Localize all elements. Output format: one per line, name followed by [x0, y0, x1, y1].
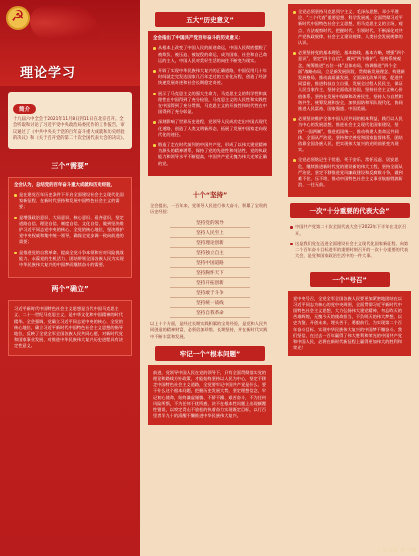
list-item: 是增强政治意识、大局意识、核心意识、看齐意识，坚定道路自信、理论自信、制度自信、文化自信，做到坚决维护习近平同志党中央的核心、全党的核心地位，坚决维护党中央权威和集中统一领导，确保全党步调一致向前进的需要；	[14, 215, 126, 246]
intro-text: 十九届六中全会于2021年11月8日到11日在北京召开。全会听取和讨论了习近平受中央政治局委托作的工作报告，审议通过了《中共中央关于党的百年奋斗重大成就和历史经验的决议》和《关于召开党的第二十次全国代表大会的决议》。	[13, 117, 127, 142]
ribbon-genben: 牢记一个“根本问题”	[155, 346, 265, 361]
xuyao-list	[14, 192, 126, 268]
section-xuyao-heading: 三个“需要”	[51, 161, 89, 170]
list-item: 坚持胸怀天下	[170, 268, 250, 278]
ribbon-yiyi: 五大“历史意义”	[155, 12, 265, 27]
haozhao-text: 党中央号召，全党全军全国各族人民要更加紧密地团结在以习近平同志为核心的党中央周围，全面贯彻习近平新时代中国特色社会主义思想，大力弘扬伟大建党精神，勿忘昨天的苦难辉煌，无愧今天的使命担当，不负明天的伟大梦想，以史为鉴、开创未来，埋头苦干、勇毅前行，为实现第二个百年奋斗目标、实现中华民族伟大复兴的中国梦不懈奋斗。我们坚信，在过去一百年赢得了伟大胜利和荣光的中国共产党和中国人民，必将在新时代新征程上赢得更加伟大的胜利和荣光！	[293, 295, 402, 351]
list-item: 坚持人民至上	[170, 228, 250, 238]
list-item: 全党必须铭记生于忧患、死于安乐，常怀远虑、居安思危，继续推进新时代党的建设新的伟大工程，坚持全面从严治党，坚定不移推进党风廉政建设和反腐败斗争，做到难不住、压不垮，推动中国特色社会主义事业航船劈波斩浪、一往无前。	[293, 157, 406, 188]
list-item: 坚持开拓创新	[170, 278, 250, 288]
dahui-list	[290, 224, 409, 259]
column-2	[140, 0, 280, 556]
list-item: 坚持理论创新	[170, 238, 250, 248]
list-item: 从根本上改变了中国人民的前途命运，中国人民彻底摆脱了被欺负、被压迫、被奴役的命运，成为国家、社会和自己命运的主人，中国人民对美好生活的向往不断变为现实。	[153, 45, 267, 64]
intro-box	[8, 92, 132, 149]
intro-tag: 简介	[13, 104, 36, 114]
queli-box	[8, 300, 132, 355]
list-item: 锻造了走在时代前列的中国共产党，形成了以伟大建党精神为源头的精神谱系，保持了党的先进性和纯洁性，党的执政能力和领导水平不断提高，中国共产党无愧为伟大光荣正确的党。	[153, 142, 267, 167]
list-item: 这是我们党在迈进全面建设社会主义现代化国家新征程、向第二个百年奋斗目标进军的重要时刻召开的一次十分重要的代表大会，是党和国家政治生活中的一件大事。	[290, 241, 409, 260]
ribbon-jianchi: 十个“坚持”	[192, 190, 228, 199]
yiyi-list	[153, 45, 267, 166]
list-item: 必须坚持党的基本理论、基本路线、基本方略，增强“四个意识”，坚定“四个自信”，做到“两个维护”，坚持系统观念，统筹推进“五位一体”总体布局，协调推进“四个全面”战略布局，立足新发展阶段、贯彻新发展理念、构建新发展格局、推动高质量发展，全面深化改革开放，促进共同富裕，推进科技自立自强，发展全过程人民民主，保证人民当家作主，坚持全面依法治国，坚持社会主义核心价值体系，坚持在发展中保障和改善民生，坚持人与自然和谐共生，统筹发展和安全，加快国防和军队现代化，协同推进人民富裕、国家强盛、中国美丽。	[293, 50, 406, 112]
jianchi-list	[170, 218, 250, 318]
list-item: 坚持自我革命	[170, 308, 250, 318]
list-item: 全党必须坚持马克思列宁主义、毛泽东思想、邓小平理论、“三个代表”重要思想、科学发展观，全面贯彻习近平新时代中国特色社会主义思想，用马克思主义的立场、观点、方法观察时代、把握时代、引领时代，不断深化对共产党执政规律、社会主义建设规律、人类社会发展规律的认识。	[293, 9, 406, 46]
header-banner	[0, 0, 140, 86]
genben-box	[148, 365, 272, 425]
jianchi-lead: 全会提出，一百年来，党领导人民进行伟大奋斗，积累了宝贵的历史经验：	[150, 202, 268, 215]
xuyao-box	[8, 177, 132, 279]
queli-text: 习近平新时代中国特色社会主义思想是当代中国马克思主义、二十一世纪马克思主义，是中华文化和中国精神的时代精华。全会强调，党确立习近平同志党中央的核心、全党的核心地位，确立习近平新时代中国特色社会主义思想的指导地位，反映了全党全军全国各族人民共同心愿，对新时代党和国家事业发展、对推进中华民族伟大复兴历史进程具有决定性意义。	[14, 306, 123, 349]
list-item: 坚持统一战线	[170, 298, 250, 308]
column-1	[0, 0, 140, 556]
jianchi-section	[140, 203, 280, 340]
party-emblem-icon	[8, 8, 28, 28]
haozhao-box	[288, 291, 411, 357]
list-item: 中国共产党第二十次全国代表大会于2022年下半年在北京召开。	[290, 224, 409, 236]
list-item: 深刻影响了世界历史进程，党领导人民成功走出中国式现代化道路，创造了人类文明新形态，拓展了发展中国家走向现代化的途径。	[153, 119, 267, 138]
list-item: 是在建党百年历史条件下开启全面建设社会主义现代化国家新征程、在新时代坚持和发展中国特色社会主义的需要；	[14, 192, 126, 211]
flag-graphic	[30, 6, 100, 40]
list-item: 坚持敢于斗争	[170, 288, 250, 298]
dahui-section	[280, 222, 419, 265]
top-box	[288, 4, 411, 197]
page-title: 理论学习	[20, 66, 77, 81]
ribbon-haozhao: 一个“号召”	[310, 272, 390, 287]
list-item: 坚持党的领导	[170, 218, 250, 228]
genben-text: 前进，党领导中国人民在党的领导下，只有全面贯彻落实党的理论和路线方针政策，才能始终坚持以人民为中心，坚定不移走中国特色社会主义道路，全党要牢记中国共产党是什么、要干什么这个根本问题，把握历史发展大势，坚定理想信念，牢记初心使命，始终谦虚谨慎、不骄不躁、艰苦奋斗，不为任何风险所惧，不为任何干扰所惑，决不在根本性问题上出现颠覆性错误，以咬定青山不放松的执着奋力实现既定目标，以行百里者半九十的清醒不懈推进中华民族伟大复兴。	[153, 369, 267, 419]
top-list	[293, 9, 406, 188]
list-item: 是推进党的自我革命、提高全党斗争本领和应对风险挑战能力、永葆党的生机活力、团结带领全国各族人民为实现中华民族伟大复兴的中国梦而继续奋斗的需要。	[14, 250, 126, 269]
column-3	[280, 0, 419, 556]
ribbon-dahui: 一次“十分重要的代表大会”	[290, 203, 410, 218]
section-queli-heading: 两个“确立”	[51, 285, 89, 294]
list-item: 必须坚决维护全体中国人民共同的根本利益，践行以人民为中心的发展思想，推进社会主义现代化国家建设，坚持“一国两制”，推进祖国统一，推动构建人类命运共同体，全面从严治党，坚持和完善党和国家监督体系，团结依靠全国各族人民，把实现伟大复兴的光明前景变为现实。	[293, 116, 406, 153]
list-item: 坚持独立自主	[170, 248, 250, 258]
list-item: 开辟了实现中华民族伟大复兴的正确道路，中国仅用几十年时间就走完发达国家几百年走过的工业化历程，创造了经济快速发展奇迹和社会长期稳定奇迹。	[153, 68, 267, 87]
jianchi-tail: 以上十个方面，是经过长期实践积累的宝贵经验，是党和人民共同创造的精神财富，必须倍加珍惜、长期坚持，并在新时代实践中不断丰富和发展。	[150, 321, 268, 339]
yiyi-lead: 全会指出了中国共产党百年奋斗的历史意义：	[153, 36, 243, 41]
list-item: 展示了马克思主义的强大生命力，马克思主义的科学性和真理性在中国得到了充分检验，马克思主义的人民性和实践性在中国得到了充分贯彻，马克思主义的开放性和时代性在中国得到了充分彰显。	[153, 91, 267, 116]
source-watermark: 人民日报 客户端	[375, 548, 416, 554]
list-item: 坚持中国道路	[170, 258, 250, 268]
xuyao-lead: 全会认为，总结党的百年奋斗重大成就和历史经验，	[14, 182, 115, 188]
yiyi-box	[148, 31, 272, 176]
